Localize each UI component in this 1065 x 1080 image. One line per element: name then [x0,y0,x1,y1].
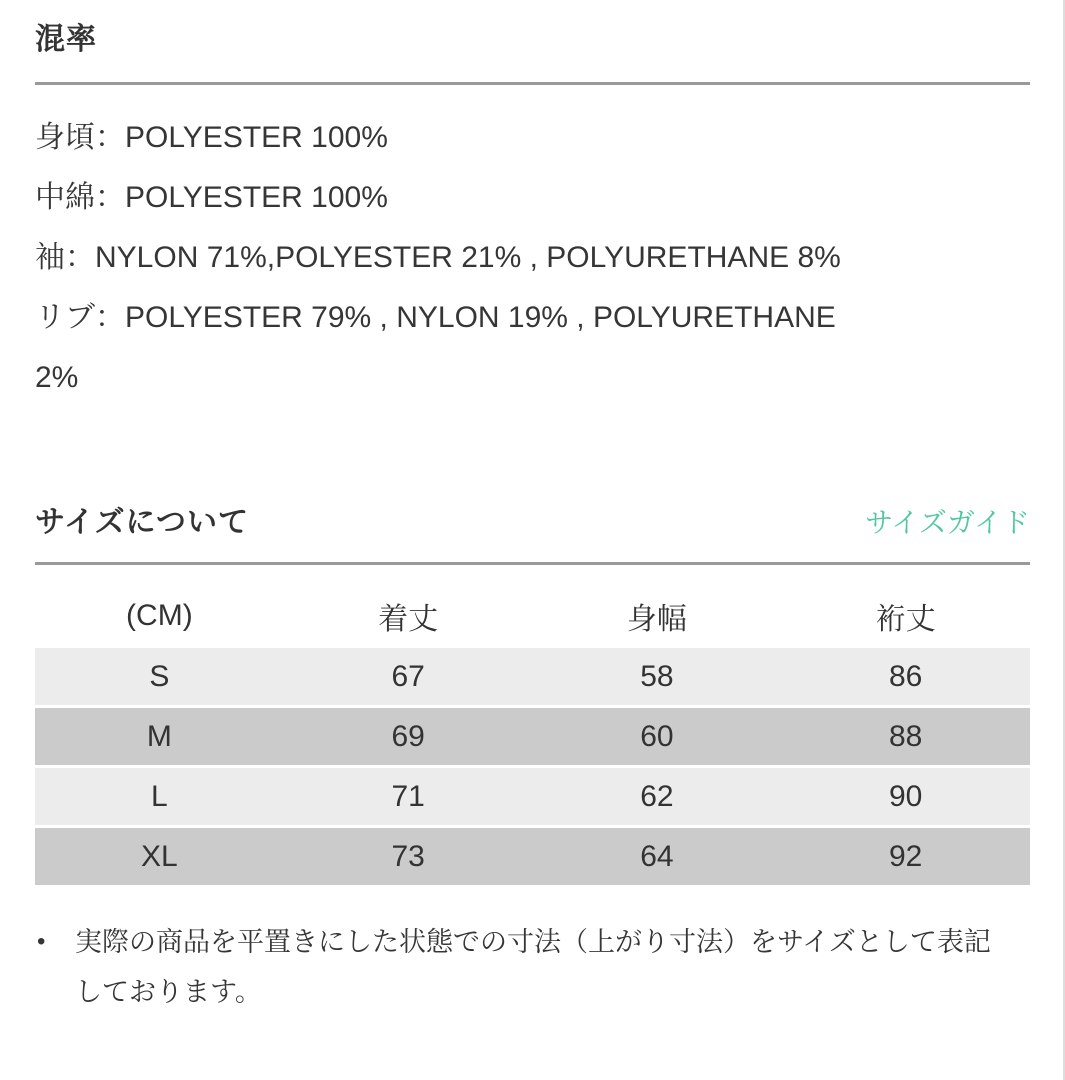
composition-line-rib: リブ：POLYESTER 79% , NYLON 19% , POLYURETHANE [35,301,836,334]
size-cell: 88 [888,719,923,753]
size-row-l [35,768,1030,825]
size-section [35,505,1030,1017]
composition-section [35,0,1030,408]
size-cell: 62 [640,779,674,813]
size-table-header-row [35,587,1030,645]
size-cell: 67 [391,659,425,693]
size-note [35,917,1030,1017]
size-row-xl [35,828,1030,885]
size-notes [35,917,1030,1017]
composition-heading: 混率 [35,23,97,56]
size-cell: 86 [888,659,923,693]
column-header-length: 着丈 [378,603,439,636]
composition-line-rib-wrap: 2% [35,361,79,394]
column-header-unit: (CM) [126,599,193,632]
size-row-s [35,648,1030,705]
size-table [35,587,1030,885]
size-section-divider [35,562,1030,565]
size-cell: 58 [640,659,674,693]
size-label: M [146,719,172,753]
size-guide-link[interactable]: サイズガイド [865,507,1030,538]
size-cell: 69 [391,719,425,753]
size-cell: 90 [888,779,923,813]
size-section-header [35,505,1030,541]
composition-lines [35,108,1030,408]
size-cell: 92 [888,839,923,873]
size-row-m [35,708,1030,765]
size-note-text: 実際の商品を平置きにした状態での寸法（上がり寸法）をサイズとして表記しております。 [75,927,991,1007]
composition-line-sleeve: 袖：NYLON 71%,POLYESTER 21% , POLYURETHANE 8% [35,241,841,274]
size-cell: 73 [391,839,425,873]
composition-divider [35,82,1030,85]
composition-line-body: 身頃：POLYESTER 100% [35,121,388,154]
column-header-width: 身幅 [626,603,687,636]
size-cell: 71 [391,779,425,813]
composition-line-padding: 中綿：POLYESTER 100% [35,181,388,214]
size-label: S [149,659,170,693]
size-heading: サイズについて [35,506,249,539]
bullet-icon: • [37,928,46,955]
size-label: L [151,779,168,813]
size-label: XL [141,839,178,873]
column-header-sleeve: 裄丈 [875,603,936,636]
size-cell: 60 [640,719,674,753]
size-cell: 64 [640,839,674,873]
